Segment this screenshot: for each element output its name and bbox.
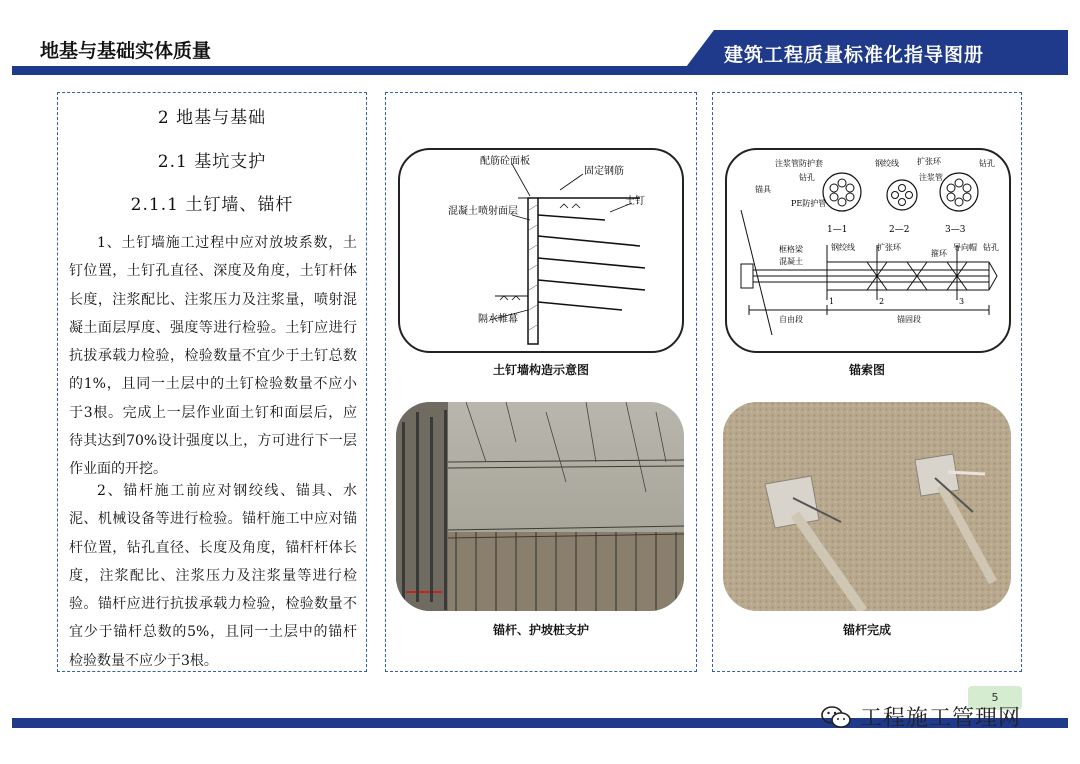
- watermark: [820, 701, 1021, 732]
- svg-text:3: 3: [959, 297, 965, 306]
- svg-text:锚固段: 锚固段: [897, 315, 921, 324]
- svg-text:1: 1: [829, 297, 835, 306]
- heading-chapter: 2 地基与基础: [157, 108, 267, 128]
- caption-anchor-cable: 锚索图: [848, 363, 885, 377]
- svg-text:导向帽: 导向帽: [953, 243, 977, 252]
- caption-anchor-done: 锚杆完成: [842, 623, 891, 637]
- svg-text:PE防护管: PE防护管: [791, 199, 827, 208]
- watermark-text: 工程施工管理网: [860, 706, 1022, 731]
- label-shotcrete: 混凝土喷射面层: [448, 206, 518, 217]
- figure-panel-middle: [385, 92, 697, 672]
- svg-text:钢绞线: 钢绞线: [831, 243, 855, 252]
- svg-text:3—3: 3—3: [945, 225, 966, 235]
- svg-text:钻孔: 钻孔: [799, 173, 815, 182]
- svg-text:2: 2: [879, 297, 885, 306]
- svg-text:混凝土: 混凝土: [779, 257, 803, 266]
- svg-text:钢绞线: 钢绞线: [875, 159, 899, 168]
- header-bar: [12, 66, 1068, 75]
- figure-panel-right: [712, 92, 1022, 672]
- svg-text:1—1: 1—1: [827, 225, 848, 235]
- paragraph-soil-nail: 1、土钉墙施工过程中应对放坡系数，土钉位置，土钉孔直径、深度及角度，土钉杆体长度，注浆配比、注浆压力及注浆量，喷射混凝土面层厚度、强度等进行检验。土钉应进行抗拔承载力检验，检验数量不宜少于土钉总数的1%，且同一土层中的土钉检验数量不应小于3根。完成上一层作业面土钉和面层后，应待其达到70%设计强度以上，方可进行下一层作业面的开挖。: [69, 235, 357, 478]
- svg-text:钻孔: 钻孔: [983, 243, 999, 252]
- anchor-cable-diagram: [725, 148, 1011, 353]
- heading-section: 2.1 基坑支护: [157, 152, 267, 172]
- photo-anchor-done: [723, 402, 1011, 611]
- wechat-icon: [820, 705, 852, 729]
- heading-subsection: 2.1.1 土钉墙、锚杆: [130, 195, 294, 215]
- paragraph-anchor: 2、锚杆施工前应对钢绞线、锚具、水泥、机械设备等进行检验。锚杆施工中应对锚杆位置，钻孔直径、长度及角度，锚杆杆体长度，注浆配比、注浆压力及注浆量等进行检验。锚杆应进行抗拔承载力检验，检验数量不宜少于锚杆总数的5%，且同一土层中的锚杆检验数量不应少于3根。: [69, 483, 357, 669]
- svg-text:框格梁: 框格梁: [779, 245, 803, 254]
- svg-text:扩张环: 扩张环: [917, 157, 941, 166]
- book-title: 建筑工程质量标准化指导图册: [724, 44, 985, 66]
- text-panel: [57, 92, 367, 672]
- svg-text:注浆管防护套: 注浆管防护套: [775, 159, 823, 168]
- svg-text:锚具: 锚具: [755, 185, 771, 194]
- section-title: 地基与基础实体质量: [40, 40, 212, 62]
- svg-text:2—2: 2—2: [889, 225, 910, 235]
- svg-text:箍环: 箍环: [931, 249, 947, 258]
- page-number: 5: [968, 686, 1022, 710]
- svg-text:钻孔: 钻孔: [979, 159, 995, 168]
- svg-text:注浆管: 注浆管: [919, 173, 943, 182]
- label-curtain: 隔水帷幕: [478, 314, 518, 325]
- label-nail: 土钉: [625, 196, 645, 207]
- photo-pile-support: [396, 402, 684, 611]
- svg-text:扩张环: 扩张环: [877, 243, 901, 252]
- caption-soil-nail: 土钉墙构造示意图: [492, 363, 589, 377]
- soil-nail-diagram: [398, 148, 684, 353]
- label-fixed-rebar: 固定钢筋: [584, 166, 624, 177]
- caption-pile-support: 锚杆、护坡桩支护: [492, 623, 589, 637]
- label-mesh-panel: 配筋砼面板: [480, 156, 530, 167]
- svg-text:自由段: 自由段: [779, 315, 803, 324]
